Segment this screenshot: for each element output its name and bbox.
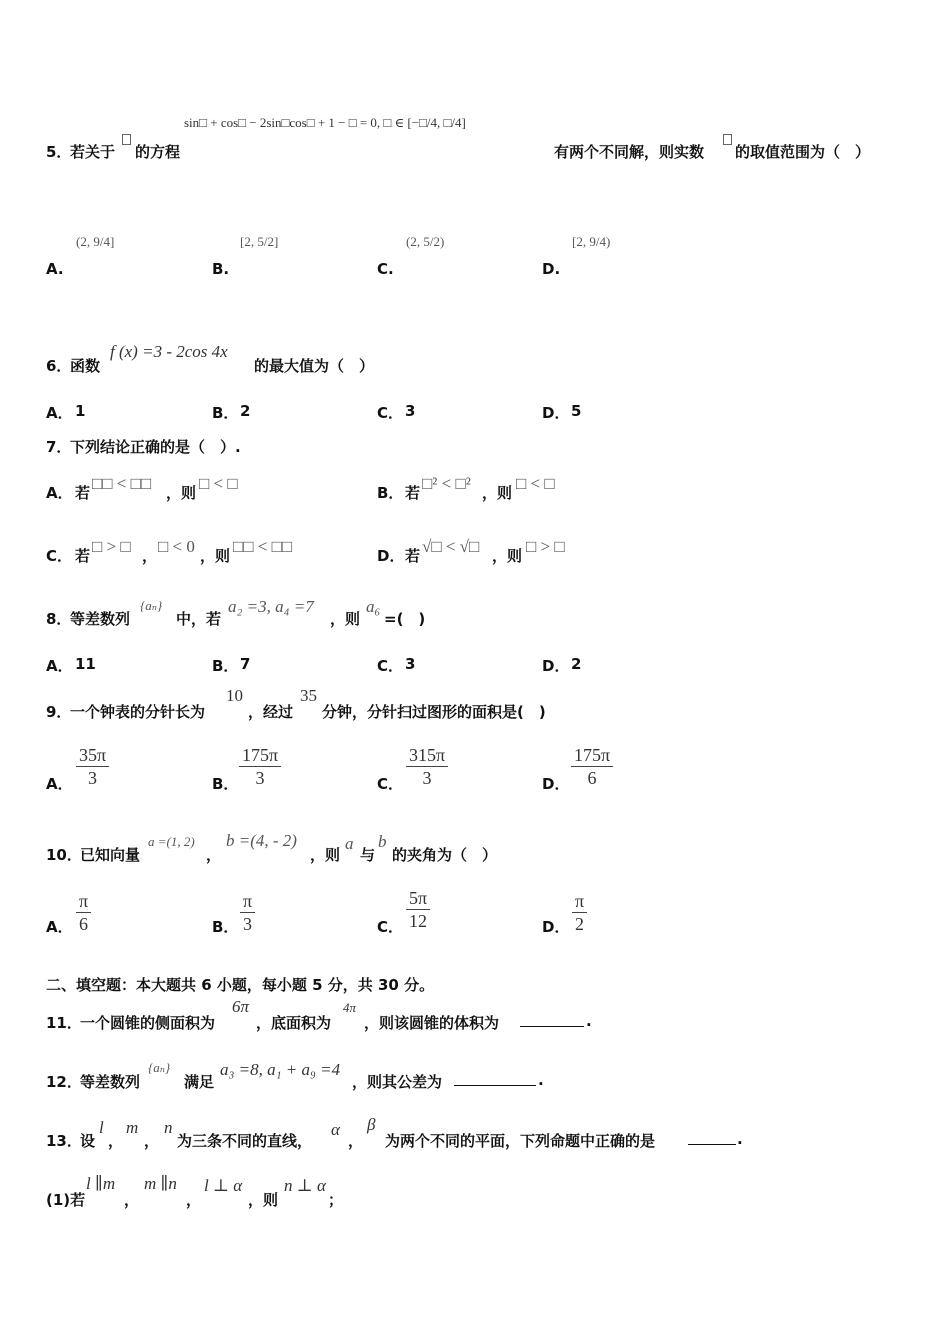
q7-option-a-f1: □□ < □□ <box>92 474 152 493</box>
q8-number: 8． <box>46 610 72 628</box>
q10-option-c-denominator: 12 <box>409 911 428 931</box>
q5-var-box <box>122 130 131 148</box>
q7-option-c-text1: 若 <box>75 547 91 565</box>
q9-option-b-label: B． <box>212 775 239 793</box>
q10-option-a-fraction <box>76 890 91 935</box>
q12-condition: a₃ =8, a₁ + a₉ =4 <box>220 1060 341 1079</box>
q13-comma-1: ， <box>108 1132 124 1150</box>
q12-end: . <box>538 1071 544 1089</box>
q13-number: 13． <box>46 1132 82 1150</box>
q9-option-b-fraction <box>239 744 281 789</box>
q11-lateral-area: 6π <box>232 997 250 1016</box>
q7-option-a-f2: □ < □ <box>199 474 238 493</box>
q6-option-d-label: D． <box>542 404 570 422</box>
q9-option-c-numerator: 315π <box>406 744 448 767</box>
q7-number: 7． <box>46 438 72 456</box>
q10-symbol-a: a <box>345 834 354 853</box>
q9-option-b-numerator: 175π <box>239 744 281 767</box>
q5-option-b-formula: [2, 5/2] <box>240 234 279 249</box>
q10-text-post: 的夹角为（ ） <box>392 846 498 864</box>
q8-condition: a₂ =3, a₄ =7 <box>228 597 314 616</box>
q7-option-b-f2: □ < □ <box>516 474 555 493</box>
q10-option-c-numerator: 5π <box>406 887 430 910</box>
q9-option-d-numerator: 175π <box>571 744 613 767</box>
q13-line-n: n <box>164 1118 173 1137</box>
q10-vector-b: b =(4, - 2) <box>226 831 297 850</box>
q12-answer-blank[interactable] <box>454 1071 536 1090</box>
q9-option-d-fraction <box>571 744 613 789</box>
q13-text-mid: 为三条不同的直线， <box>177 1132 313 1150</box>
q10-option-c-fraction <box>406 887 430 932</box>
q9-option-b-denominator: 3 <box>255 768 265 788</box>
q5-option-b-label: B. <box>212 260 230 278</box>
q7-option-c-text2: ， <box>142 547 158 565</box>
q10-symbol-b: b <box>378 832 387 851</box>
q13-statement-1-c2: ， <box>186 1191 202 1209</box>
q7-option-c-text3: ，则 <box>200 547 231 565</box>
q9-option-d-denominator: 6 <box>587 768 597 788</box>
q10-vector-a: a =(1, 2) <box>148 834 195 849</box>
q10-option-a-denominator: 6 <box>79 914 89 934</box>
q10-option-d-fraction <box>572 890 587 935</box>
q6-option-a-value: 1 <box>75 402 86 420</box>
q9-option-a-numerator: 35π <box>76 744 109 767</box>
q13-statement-1-f4: n ⊥ α <box>284 1176 326 1195</box>
q6-text-post: 的最大值为（ ） <box>254 357 375 375</box>
q10-sep: ， <box>206 846 222 864</box>
q13-statement-1-f2: m ∥n <box>144 1174 177 1193</box>
q7-option-c-f3: □□ < □□ <box>233 537 293 556</box>
q10-option-d-denominator: 2 <box>575 914 585 934</box>
q7-option-c-label: C． <box>46 547 73 565</box>
q5-option-a-label: A. <box>46 260 64 278</box>
q13-statement-1-f1: l ∥m <box>86 1174 116 1193</box>
q13-plane-beta: β <box>367 1115 376 1134</box>
q13-text-pre: 设 <box>80 1132 96 1150</box>
q9-text-pre: 一个钟表的分针长为 <box>70 703 206 721</box>
q10-option-b-fraction <box>240 890 255 935</box>
q8-option-b-label: B． <box>212 657 239 675</box>
q7-option-a-label: A． <box>46 484 73 502</box>
q6-option-d-value: 5 <box>571 402 582 420</box>
q10-number: 10． <box>46 846 82 864</box>
q5-text-mid: 的方程 <box>135 143 181 161</box>
q12-number: 12． <box>46 1073 82 1091</box>
q9-length: 10 <box>226 686 243 705</box>
q9-minutes: 35 <box>300 686 317 705</box>
q6-option-b-label: B． <box>212 404 239 422</box>
q5-param-box <box>723 130 732 148</box>
q6-number: 6． <box>46 357 72 375</box>
q9-option-c-denominator: 3 <box>422 768 432 788</box>
q7-option-b-text1: 若 <box>405 484 421 502</box>
q10-text-mid: ，则 <box>310 846 341 864</box>
q7-option-b-f1: □² < □² <box>422 474 471 493</box>
q8-option-b-value: 7 <box>240 655 251 673</box>
q5-option-d-label: D. <box>542 260 561 278</box>
q13-comma-3: ， <box>348 1132 364 1150</box>
q13-line-l: l <box>99 1118 104 1137</box>
q5-text-pre: 若关于 <box>70 143 116 161</box>
q6-option-b-value: 2 <box>240 402 251 420</box>
q7-option-d-text1: 若 <box>405 547 421 565</box>
q9-text-post: 分钟，分针扫过图形的面积是( ) <box>322 703 546 721</box>
section-2-heading: 二、填空题：本大题共 6 小题，每小题 5 分，共 30 分。 <box>46 976 435 994</box>
q8-text-post2: =( ) <box>384 610 426 628</box>
q13-text-post: 为两个不同的平面，下列命题中正确的是 <box>385 1132 656 1150</box>
q9-option-d-label: D． <box>542 775 570 793</box>
q13-end: . <box>737 1130 743 1148</box>
q6-option-c-value: 3 <box>405 402 416 420</box>
q10-option-a-label: A． <box>46 918 73 936</box>
q5-number: 5． <box>46 143 72 161</box>
q9-option-c-label: C． <box>377 775 404 793</box>
q7-option-d-text2: ，则 <box>492 547 523 565</box>
q6-text-pre: 函数 <box>70 357 101 375</box>
q12-text-post: ，则其公差为 <box>352 1073 443 1091</box>
q8-text-mid: 中，若 <box>176 610 222 628</box>
q12-text-mid: 满足 <box>184 1073 215 1091</box>
q5-option-c-label: C. <box>377 260 394 278</box>
q7-option-a-text2: ，则 <box>166 484 197 502</box>
q5-text-post: 有两个不同解，则实数 <box>554 143 705 161</box>
q7-option-b-label: B． <box>377 484 404 502</box>
q10-option-d-numerator: π <box>572 890 587 913</box>
q13-plane-alpha: α <box>331 1120 340 1139</box>
q8-sequence: {aₙ} <box>140 598 163 613</box>
q8-option-d-value: 2 <box>571 655 582 673</box>
q11-text-pre: 一个圆锥的侧面积为 <box>80 1014 216 1032</box>
q9-option-a-fraction <box>76 744 109 789</box>
q5-equation: sin□ + cos□ − 2sin□cos□ + 1 − □ = 0, □ ∈ [−□/4, □/4] <box>184 115 466 130</box>
q9-text-mid: ，经过 <box>248 703 294 721</box>
q7-option-c-f2: □ < 0 <box>158 537 195 556</box>
q11-end: . <box>586 1012 592 1030</box>
q10-option-b-denominator: 3 <box>243 914 253 934</box>
q8-option-c-value: 3 <box>405 655 416 673</box>
q8-option-c-label: C． <box>377 657 404 675</box>
q8-option-a-label: A． <box>46 657 73 675</box>
q12-sequence: {aₙ} <box>148 1060 171 1075</box>
q11-number: 11． <box>46 1014 82 1032</box>
q13-comma-2: ， <box>144 1132 160 1150</box>
q8-text-pre: 等差数列 <box>70 610 131 628</box>
q5-text-end: 的取值范围为（ ） <box>735 143 871 161</box>
q6-option-c-label: C． <box>377 404 404 422</box>
q13-statement-1-f3: l ⊥ α <box>204 1176 243 1195</box>
q10-text-and: 与 <box>360 846 376 864</box>
q9-option-c-fraction <box>406 744 448 789</box>
q6-formula: f (x) =3 - 2cos 4x <box>110 342 228 361</box>
q10-option-c-label: C． <box>377 918 404 936</box>
q11-text-post: ，则该圆锥的体积为 <box>364 1014 500 1032</box>
q6-option-a-label: A． <box>46 404 73 422</box>
q13-statement-1-mid: ，则 <box>248 1191 279 1209</box>
q7-option-c-f1: □ > □ <box>92 537 131 556</box>
q11-text-mid: ，底面积为 <box>256 1014 332 1032</box>
q7-option-d-label: D． <box>377 547 405 565</box>
q8-option-d-label: D． <box>542 657 570 675</box>
q10-option-a-numerator: π <box>76 890 91 913</box>
q8-target: a₆ <box>366 597 381 616</box>
q7-option-d-f2: □ > □ <box>526 537 565 556</box>
q7-text: 下列结论正确的是（ ）. <box>70 438 241 456</box>
q7-option-a-text1: 若 <box>75 484 91 502</box>
q12-text-pre: 等差数列 <box>80 1073 141 1091</box>
q5-option-a-formula: (2, 9/4] <box>76 234 115 249</box>
q10-text-pre: 已知向量 <box>80 846 141 864</box>
q13-statement-1-c1: ， <box>124 1191 140 1209</box>
q13-answer-blank[interactable] <box>688 1130 736 1149</box>
q8-text-post1: ，则 <box>330 610 361 628</box>
q5-option-c-formula: (2, 5/2) <box>406 234 445 249</box>
q9-option-a-denominator: 3 <box>88 768 98 788</box>
q11-answer-blank[interactable] <box>520 1012 584 1031</box>
q13-statement-1-label: (1)若 <box>46 1191 86 1209</box>
q9-option-a-label: A． <box>46 775 73 793</box>
q13-statement-1-end: ； <box>328 1191 344 1209</box>
q13-line-m: m <box>126 1118 139 1137</box>
q7-option-d-f1: √□ < √□ <box>422 537 480 556</box>
q10-option-b-numerator: π <box>240 890 255 913</box>
q9-number: 9． <box>46 703 72 721</box>
q10-option-b-label: B． <box>212 918 239 936</box>
q11-base-area: 4π <box>343 1000 357 1015</box>
q10-option-d-label: D． <box>542 918 570 936</box>
q5-option-d-formula: [2, 9/4) <box>572 234 611 249</box>
q7-option-b-text2: ，则 <box>482 484 513 502</box>
q8-option-a-value: 11 <box>75 655 96 673</box>
